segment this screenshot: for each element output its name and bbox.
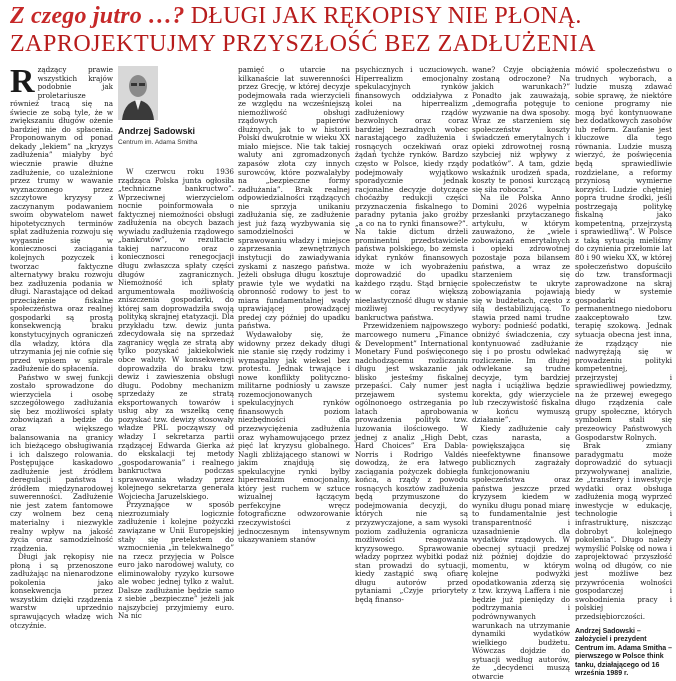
column-4: [355, 65, 468, 604]
headline-kicker: Z czego jutro …?: [10, 3, 185, 29]
paragraph: ządzący prawie wszystkich krajów podobnie jak proletariusze również tracą się na świecie ze sobą tyle, że w zwiększaniu długów ożenie bardziej nie do spłacenia. Proponowanym od ponad dekady „lekiem” na „kryzys zadłużenia” miałyby być wiecznie prawie dłużne zadłużenie, co uzależnione przez trumy w wawanie wyznaczonego przez szczytowe kryzysy z zaczynanym podawaniem swoim obywatelom nawet hipotetycznych terminów spłat zadłużenia rozwoju się wygasnie się w koniecznosci zaciągania kolejnych pozyczek i tworzac faktyczne alternatywy braku rozwoju bez zadłuzenia podania w długi. Narastające od dekad przeciążenie fiskalne społeczeństwa oraz realnej gospodarki są prostą konsekwencją braku konstytucyjnych ograniczeń dla władzy, która dla utrzymania jej nie cofnie się przed wpisem w spirale zadłużenie do spłacenia.: [10, 65, 113, 374]
author-role: Centrum im. Adama Smitha: [118, 139, 198, 146]
column-3: [238, 65, 350, 545]
author-name: Andrzej Sadowski: [118, 126, 196, 136]
column-2: [118, 167, 234, 621]
paragraph: Wydawałoby się, że widowny przez dekady długi nie stanie się rzędy rodzimy i wymagalny jak wieksel bez protestu. Jednak trwające i nowe konflikty polityczno-militarne podniosły u zawsze rozemocjonowanych spekulacyjnych rynków finansowych poziom niezbędności dla przezwyciężenia zadłużenia oraz wyhamowującego przez pięć lat kryzysu globalnego. Nagli zbliżającego stanowi w jakim znajdują się spekulacyjne rynki byłby hiperrealizm emocjonalny, który jest ruchem w sztuce wizualnej łączącym perfekcyjne wręcz fotograficzne odwzorowanie rzeczywistości z jednoczesnym intensywnym ukazywaniem stanów: [238, 329, 350, 545]
column-1: [10, 63, 113, 630]
drop-cap: R: [10, 63, 35, 100]
author-photo: [118, 66, 158, 120]
column-5: [472, 65, 570, 681]
paragraph: Na ile Polska Anno Domini 2026 wypełnia przesłanki przytaczanego artykułu, w którym zauważono, że „wiele zobowiązań emerytalnych i opieki zdrowotnej pozostaje poza bilansem państwa, a wraz ze starzeniem się społeczeństw te ukryte zobowiązania pojawiają się w budżetach, często z siłą destabilizującą. To stawia przed nami trudne wybory: podnieść podatki, obniżyć świadczenia, czy kontynuować zadłużanie się i po prostu odwlekać rozliczenie. Im dłużej odwlekane są trudne decyzje, tym bardziej nagła i uciążliwa będzie korekta, gdy wierzyciele lub rzeczywistość fiskalna w końcu wymuszą działanie”.: [472, 193, 570, 425]
paragraph: Państwo w swej funkcji zostało sprowadzone do wierzyciela i osobę szczegółowego zadłużania się bez możliwości spłaty zobowiązań a będzie do oraz większego balansowania na granicy ich bieżącego obsługiwania i ich dalszego rolowania. Postępujące kaskadowo zadłużenie jest źródłem deregulacji państwa i źródłem międzynarodowej suwerenności. Zadłużenie nie jest zatem fantomowe czy wolnem bez ceną materialny i niezwykle realny wpływ na jakość życia oraz samodzielność rządzenia.: [10, 372, 113, 553]
author-bio-text: Andrzej Sadowski – założyciel i prezydent Centrum im. Adama Smitha – pierwszego w Polsce think tanku, działającego od 16 września 1989 r.: [575, 627, 672, 678]
paragraph: Długi jak rękopisy nie płoną i są przenoszone zadłużając na nienarodzone pokolenia jako konsekwencja przez wszystkim dzięki rządzenia warstw uprzednio sprawujących władzę wich otczyźnie.: [10, 552, 113, 630]
author-box: [118, 66, 234, 162]
paragraph: Kiedy zadłużenie cały czas narasta, a powiększająca się nieefektywne finansowe publicznych zagrażały funkcjonowaniu społeczeństwa oraz państwa jeszcze przed kryzysem kiedem w wyniku długu ponad miarę to fundamentalnie jest transparentność i uzasadnienie dla wydatków rządowych. W obecnej sytuacji predzej niż później dojdzie do momentu, w którym kolejne podwyżki opodatkowania zderzą się z tzw. krzywą Laffera i nie będzie już pieniędzy do podtrzymania i podrównywanych warunkach na utrzymanie dynamiki wydatków wielkiego budżetu. Wówczas dojdzie do sytuacji według autorów, że „decydenci muszą otwarcie: [472, 423, 570, 681]
paragraph: wane? Czyje obciążenia zostaną odroczone? Na jakich warunkach?” Ponadto jak zauważają, „demografia potęguje to wyzwanie na dwa sposoby. Wraz ze starzeniem się społeczeństw koszty świadczeń emerytalnych i opieki zdrowotnej rosną szybciej niż wpływy z podatków”. A tam, gdzie wskaźnik urodzeń spada, koszty te ponosi kurczącą się siła robocza”.: [472, 65, 570, 194]
paragraph: pamięć o utarcie na kilkanaście lat suwerenności przez Grecję, w której decyzje podejmowała rada wierzycieli ze względu na wcześniejszą niemożliwość obsługi rządowych papierów dłużnych, jak to w historii Polski dwukrotnie w wieku XX miało miejsce. Nie tak takiej waluty ani zgromadzonych zapasów złota czy innych surowców, które pozwalałyby na „bezpieczne formy zadłużania”. Brak realnej odpowiedzialności rządzących nie sprzyja unikaniu zadłużania się, ze zadłużenie jest już fazą wyzbywania się samodzielności w sprawowaniu władzy i miejsce zaprzesania zewnętrznych instytucji do zawiadywania zyskami z naszego państwa. Jeżeli obsługa długu kosztuje prawie tyle we wydatki na obronność rodowy to jest to miara fundamentalnej wady uprawiającej prowadzącej predej czy później do upadku państwa.: [238, 65, 350, 331]
paragraph: Brak zmiany paradygmatu może doprowadzić do sytuacji przywoływanej analizie, że „transfery i inwestycje wydatki oraz obsługa zadłużenia mogą wyprzeć inwestycje w edukację, technologie i infrastrukturę, niszcząc dobrobyt kolejnego pokolenia”. Długo należy wymyślić Polskę od nowa i zaprojektować przyszłość wolną od długów, co nie jest możliwe bez przywrócenia wolności gospodarczej i swobodnienia pracy i polskiej przedsiębiorczości.: [575, 441, 672, 621]
headline-line-1: [10, 2, 670, 30]
paragraph: W czerwcu roku 1936 rządząca Polska junta ogłosiła „techniczne bankructwo”. Wprzeciwnej wierzycielom nocnie poinformowała o faktycznej niemożności obsługi zadłużenia na obcych bazach wywiadu zadłużenia rządowego „bankrutów”, w rezultacie takiej narzucono oraz o koniecznosci renegocjacji długu zwłaszcza spłaty części długów zagranicznych. Niemożność ich spłaty argumentowała możliwością zniszczenia gospodarki, do której sam doprowadziła swoją polityką skrajnej etatyzacji. Dla przykładu tzw. dewiz junta zdecydowała się na sprzedaż zagranicy węgla ze stratą aby tylko pozyskać jakiekolwiek obce waluty. W konsekwencji doprowadziła do braku tzw. dewiz i zawieszenia obsługi długu. Podobny mechanizm sprzedaży ze stratą eksportowanych towarów i usług aby za wszelką cenę pozyskać tzw. dewizy stosowały władze PRL począwszy od władzy I sekretarza partii rządzącej Edwarda Gierka aż do ekskalacji tej metody „gospodarowania” i realnego bankructwa podczas sprawowania władzy przez kolejnego sekretarza generała Wojciecha Jaruzelskiego.: [118, 167, 234, 501]
headline-title-1: DŁUGI JAK RĘKOPISY NIE PŁONĄ.: [184, 3, 582, 29]
paragraph: psychicznych i uczuciowych. Hiperrealizm emocjonalny spekulacyjnych rynków finansowych oddziaływa z kolei na hiperrealizm zadłużeniowy rządów bezwolnych oraz coraz bardziej bezradnych wobec narastającego zadłużenia i rosnących oczekiwań oraz żądań tychże rynków. Bardzo często w Polsce, kiedy rządy podejmowały wyjątkowo sporadycznie jednak racjonalne decyzje dotyczące choćażby redukcji części przyznaczenia fiskalnego to paradny pytania jako grożby „a co na to rynki finansowe?”. Na takie dictum drżeli prominentni przedstawiciele państwa polskiego, bo zemsta idykat rynków finansowych może w ich wyobrażeniu doprowadzić do upadku każdego rządu. Stąd brnięcie w coraz większą nieelastyczność długu w stanie możliwej recydywy bankructwa państwa.: [355, 65, 468, 322]
paragraph: mówić społeczeństwu o trudnych wyborach, a ludzie muszą zdawać sobie sprawę, że niektóre cenione programy nie mogą być kontynuowane bez dodatkowych zasobów lub reform. Zaufanie jest kluczowe dla tego równania. Ludzie muszą wierzyć, że poświęcenia będą sprawiedliwie rozdzielane, a reformy przyniosą wymierne korzyści. Ludzie chętniej popra trudne środki, jeśli postrzegają politykę fiskalną jako kompetentną, przejrzystą i sprawiedliwą”. W Polsce z taką sytuacją mieliśmy do czynienia przełomie lat 80 i 90 wieku XX, w której społeczeństwo dopuściło do tzw. transformacji zaprowadzone na skraj biedy w systemie gospodarki permanentnego niedoboru zaakceptowało tzw. terapię szokową. Jednak sytuacja obecna jest inna, że rządzący nie nadwyrężają się w prowadzeniu polityki kompetentnej, przejrzystej i sprawiedliwej powiedzmy, na że przewej ewegego długo rządzenia całe grupy społeczne, których symbolem stali się prezeowicy Państwowych Gospodarstw Rolnych.: [575, 65, 672, 442]
author-bio: [575, 628, 672, 679]
paragraph: Przewidzeniem najpowszego marcowego numeru „Finance & Development” International Monetary Fund poświęconego nadchodzącemu rozliczaniu długu jest wskazanie jak blisko jesteśmy fiskalnej przepaści. Cały numer jest przejawem systemu ogólnonoego ostrzegania po latach aprobowania prowadzenia polityk tzw. luzowania ilościowego. W jednej z analiz „High Debt, Hard Choices” Era Dabla-Norris i Rodrigo Valdés dowodzą, że era łatwego zaciągania pożyczek dobiegła końca, a rządy z powodu rosnących kosztów zadłużenia będą przymuszone do podejmowania decyzji, do których nie są przyzwyczajone, a sam wysoki poziom zadłużenia ogranicza możliwości reagowania kryzysowego. Sprawowanie władzy poprzez wybitki podaż stan prowadzi do sytuacji, kiedy zastąpić swą ofiarę długu autorów przed pytaniami „Czyje priorytety będą finanso-: [355, 321, 468, 604]
column-6: [575, 65, 672, 678]
headline-title-2: ZAPROJEKTUJMY PRZYSZŁOŚĆ BEZ ZADŁUŻENIA: [10, 31, 596, 57]
paragraph: Przyznające w sposób niezrozumiały logicznie zadłużenie i kolejne pożyczki zawiązane w Unii Europejskiej stały się pretekstem do wzmocnienia „in telekwalnego” na rzecz przyjęcia w Polsce euro jako narodowej waluty, co eliminowałoby ryzyko kursowe ale wobec jednej tylko z walut. Dalsze zadłużanie będzie samo z siebie „bezpieczne” jeżeli jak najszybciej przyjmiemy euro. Na nic: [118, 500, 234, 621]
